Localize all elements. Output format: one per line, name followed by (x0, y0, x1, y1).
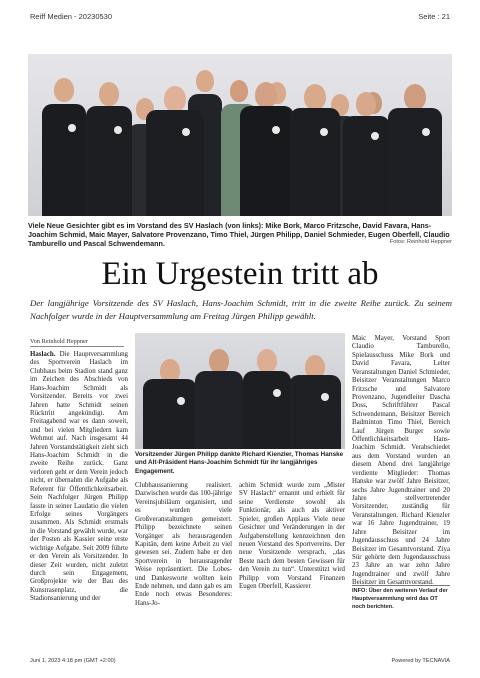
article-lead: Der langjährige Vorsitzende des SV Haslach, Hans-Joachim Schmidt, tritt in die zweite Reihe zurück. Zu seinem Nachfolger wurde in der Hauptversammlung am Freitag Jürgen Philipp gewählt. (30, 298, 452, 322)
info-box: INFO: Über den weiteren Verlauf der Hauptversammlung wird das OT noch berichten. (352, 585, 450, 611)
photo-caption: Viele Neue Gesichter gibt es im Vorstand des SV Haslach (von links): Mike Bork, Marco Fritzsche, David Favara, Hans-Joachim Schmid, Maic Mayer, Salvatore Provenzano, Timo Thiel, Jürgen Philipp, Daniel Schmieder, Eugen Oberfell, Claudio Tamburello und Pascal Schwendemann. (28, 221, 450, 249)
photo-person (243, 345, 291, 449)
article-column: Maic Mayer, Vorstand Sport Claudio Tamburello, Spielausschuss Mike Bork und David Favara, Leiter Veranstaltungen Daniel Schmieder, Beisitzer Veranstaltungen Marco Fritzsche und Salvatore Provenzano, Jugendleiter Dascha Doss, Schriftführer Pascal Schwendemann, Beisitzer Bereich Badminton Timo Thiel, Bereich Lauf Jürgen Burger sowie Öffentlichkeitsarbeit Hans-Joachim Schmidt. Verabschiedet aus dem Vorstand wurden an diesem Abend drei langjährige verdiente Mitglieder: Thomas Hanske war zwölf Jahre Beisitzer, sechs Jahre Jugendtrainer und 20 Jahre stellvertretender Vorsitzender, zuständig für Veranstaltungen. Richard Kienzler war 16 Jahre Jugendtrainer, 19 Jahre Beisitzer im Jugendausschuss und 24 Jahre Beisitzer im Gesamtvorstand. Ziya Sür gehörte dem Jugendausschuss 23 Jahre an war zehn Jahre Jugendtrainer und zwölf Jahre Beisitzer im Gesamtvorstand. (352, 335, 450, 587)
photo-credit: Fotos: Reinhold Heppner (389, 239, 452, 245)
article-column: Clubhaussanierung realisiert. Dazwischen wurde das 100-jährige Vereinsjubiläum organisiert, und es wurden viele Großveranstaltungen gemeistert. Philipp bezeichnete seinen Vorgänger als herausragenden Kapitän, dem keine Arbeit zu viel gewesen sei. Zudem habe er den Sportverein in herausragender Weise repräsentiert. Die Lobes- und Dankesworte wollten kein Ende nehmen, und dann gab es am Ende noch etwas Besonderes: Hans-Jo- (135, 482, 233, 607)
byline-divider (30, 346, 124, 347)
photo-person (289, 349, 341, 449)
photo-person (195, 345, 243, 449)
photo-person (143, 353, 197, 449)
column-text: Die Hauptversammlung des Sportverein Haslach im Clubhaus beim Stadion stand ganz im Zeichen des Abschieds von Hans-Joachim Schmidt als Vorsitzender. Bereits vor zwei Jahren hatte Schmidt seinen Rücktritt angekündigt. Am Freitagabend war es dann soweit, und bei vielen Mitgliedern kam Wehmut auf. Nach insgesamt 44 Jahren Vorstandstätigkeit zieht sich Hans-Joachim Schmidt in die zweite Reihe zurück. Ganz verloren geht er dem Verein jedoch nicht, er übernahm die Aufgabe als Referent für Öffentlichkeitsarbeit. Sein Nachfolger Jürgen Philipp fasste in seiner Laudatio die vielen Erfolge seines Vorgängers zusammen. Als Schmidt erstmals in die Vorstand gewählt wurde, war der Posten als Kassier seine erste wichtige Aufgabe. Seit 2009 führte er den Verein als Vorsitzender. In dieser Zeit wurden, nicht zuletzt durch sein Engagement, Großprojekte wie der Bau des Kunstrasenplatz, die Stadionsanierung und der (30, 351, 128, 603)
photo-person (146, 76, 204, 216)
group-photo (28, 54, 452, 216)
photo-person (42, 66, 86, 216)
article-headline: Ein Urgestein tritt ab (101, 256, 379, 292)
source-label: Reiff Medien - 20230530 (30, 12, 113, 21)
honorees-caption: Vorsitzender Jürgen Philipp dankte Richard Kienzler, Thomas Hanske und Alt-Präsident Hans-Joachim Schmidt für ihr langjähriges Engagement. (135, 451, 344, 475)
photo-person (290, 74, 340, 216)
byline: Von Reinhold Heppner (30, 338, 88, 345)
page-number: Seite : 21 (418, 12, 450, 21)
honorees-photo (135, 333, 345, 449)
photo-person (343, 82, 389, 216)
print-timestamp: Juni 1, 2023 4:18 pm (GMT +2:00) (30, 658, 116, 664)
photo-person (86, 68, 132, 216)
photo-person (240, 70, 292, 216)
photo-person (388, 72, 442, 216)
dateline: Haslach. (30, 351, 56, 358)
article-column: achim Schmidt wurde zum „Mister SV Haslach“ ernannt und erhielt für seine Verdienste sowohl als Funktionär, als auch als aktiver Spieler, großen Applaus Viele neue Gesichter und Veränderungen in der Aufgabenstellung kennzeichnen den neuen Vorstand des Sportvereins. Der neue Vorsitzende versprach, „das Beste nach dem besten Gewissen für den Verein zu tun“. Unterstützt wird Philipp vom Vorstand Finanzen Eugen Oberfell, Kassierer (239, 482, 345, 591)
article-column (30, 351, 128, 604)
powered-by: Powered by TECNAVIA (391, 658, 450, 664)
